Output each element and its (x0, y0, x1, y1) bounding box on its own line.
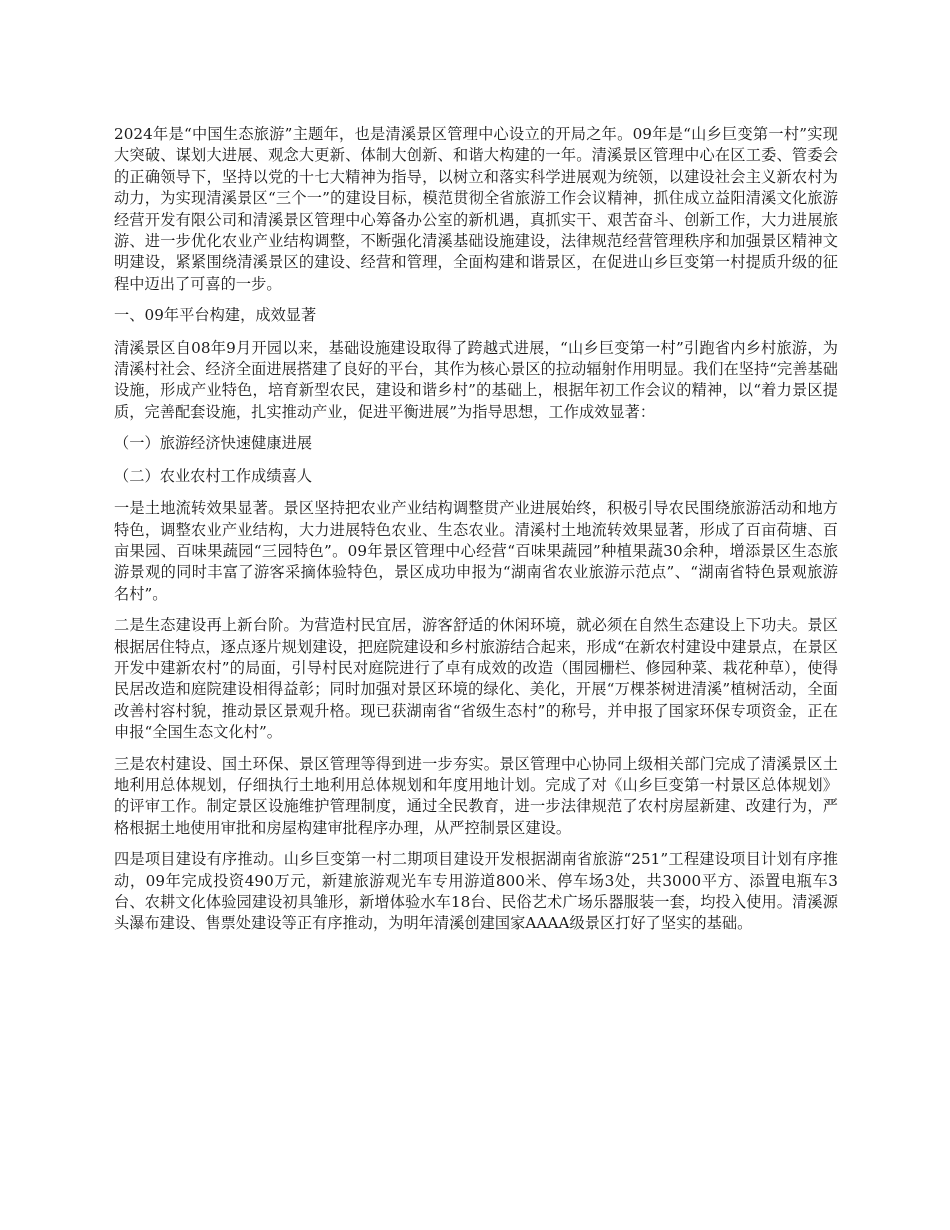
project-construction-paragraph: 四是项目建设有序推动。山乡巨变第一村二期项目建设开发根据湖南省旅游“251”工程建设项目计划有序推动，09年完成投资490万元，新建旅游观光车专用游道800米、停车场3处，共3000平方、添置电瓶车3台、农耕文化体验园建设初具雏形，新增体验水车18台、民俗艺术广场乐器服装一套，均投入使用。清溪源头瀑布建设、售票处建设等正有序推动，为明年清溪创建国家AAAA级景区打好了坚实的基础。 (114, 850, 838, 933)
ecology-paragraph: 二是生态建设再上新台阶。为营造村民宜居，游客舒适的休闲环境，就必须在自然生态建设上下功夫。景区根据居住特点，逐点逐片规划建设，把庭院建设和乡村旅游结合起来，形成“在新农村建设中建景点，在景区开发中建新农村”的局面，引导村民对庭院进行了卓有成效的改造（围园栅栏、修园种菜、栽花种草），使得民居改造和庭院建设相得益彰；同时加强对景区环境的绿化、美化，开展“万棵茶树进清溪”植树活动，全面改善村容村貌，推动景区景观升格。现已获湖南省“省级生态村”的称号，并申报了国家环保专项资金，正在申报“全国生态文化村”。 (114, 616, 838, 742)
section-heading-1: 一、09年平台构建，成效显著 (114, 306, 317, 325)
document-body (114, 124, 838, 945)
intro-paragraph: 2024年是“中国生态旅游”主题年，也是清溪景区管理中心设立的开局之年。09年是“山乡巨变第一村”实现大突破、谋划大进展、观念大更新、体制大创新、和谐大构建的一年。清溪景区管理中心在区工委、管委会的正确领导下，坚持以党的十七大精神为指导，以树立和落实科学进展观为统领，以建设社会主义新农村为动力，为实现清溪景区“三个一”的建设目标，模范贯彻全省旅游工作会议精神，抓住成立益阳清溪文化旅游经营开发有限公司和清溪景区管理中心筹备办公室的新机遇，真抓实干、艰苦奋斗、创新工作，大力进展旅游、进一步优化农业产业结构调整，不断强化清溪基础设施建设，法律规范经营管理秩序和加强景区精神文明建设，紧紧围绕清溪景区的建设、经营和管理，全面构建和谐景区，在促进山乡巨变第一村提质升级的征程中迈出了可喜的一步。 (114, 125, 838, 293)
rural-construction-paragraph: 三是农村建设、国土环保、景区管理等得到进一步夯实。景区管理中心协同上级相关部门完成了清溪景区土地利用总体规划，仔细执行土地利用总体规划和年度用地计划。完成了对《山乡巨变第一村景区总体规划》的评审工作。制定景区设施维护管理制度，通过全民教育，进一步法律规范了农村房屋新建、改建行为，严格根据土地使用审批和房屋构建审批程序办理，从严控制景区建设。 (114, 754, 838, 837)
subsection-heading-2: （二）农业农村工作成绩喜人 (114, 466, 313, 485)
subsection-heading-1: （一）旅游经济快速健康进展 (114, 434, 313, 453)
land-transfer-paragraph: 一是土地流转效果显著。景区坚持把农业产业结构调整贯产业进展始终，积极引导农民围绕旅游活动和地方特色，调整农业产业结构，大力进展特色农业、生态农业。清溪村土地流转效果显著，形成了百亩荷塘、百亩果园、百味果蔬园“三园特色”。09年景区管理中心经营“百味果蔬园”种植果蔬30余种，增添景区生态旅游景观的同时丰富了游客采摘体验特色，景区成功申报为“湖南省农业旅游示范点”、“湖南省特色景观旅游名村”。 (114, 499, 838, 603)
section-1-paragraph: 清溪景区自08年9月开园以来，基础设施建设取得了跨越式进展，“山乡巨变第一村”引跑省内乡村旅游，为清溪村社会、经济全面进展搭建了良好的平台，其作为核心景区的拉动辐射作用明显。我们在坚持“完善基础设施，形成产业特色，培育新型农民，建设和谐乡村”的基础上，根据年初工作会议的精神，以“着力景区提质，完善配套设施，扎实推动产业，促进平衡进展”为指导思想，工作成效显著： (114, 338, 838, 421)
